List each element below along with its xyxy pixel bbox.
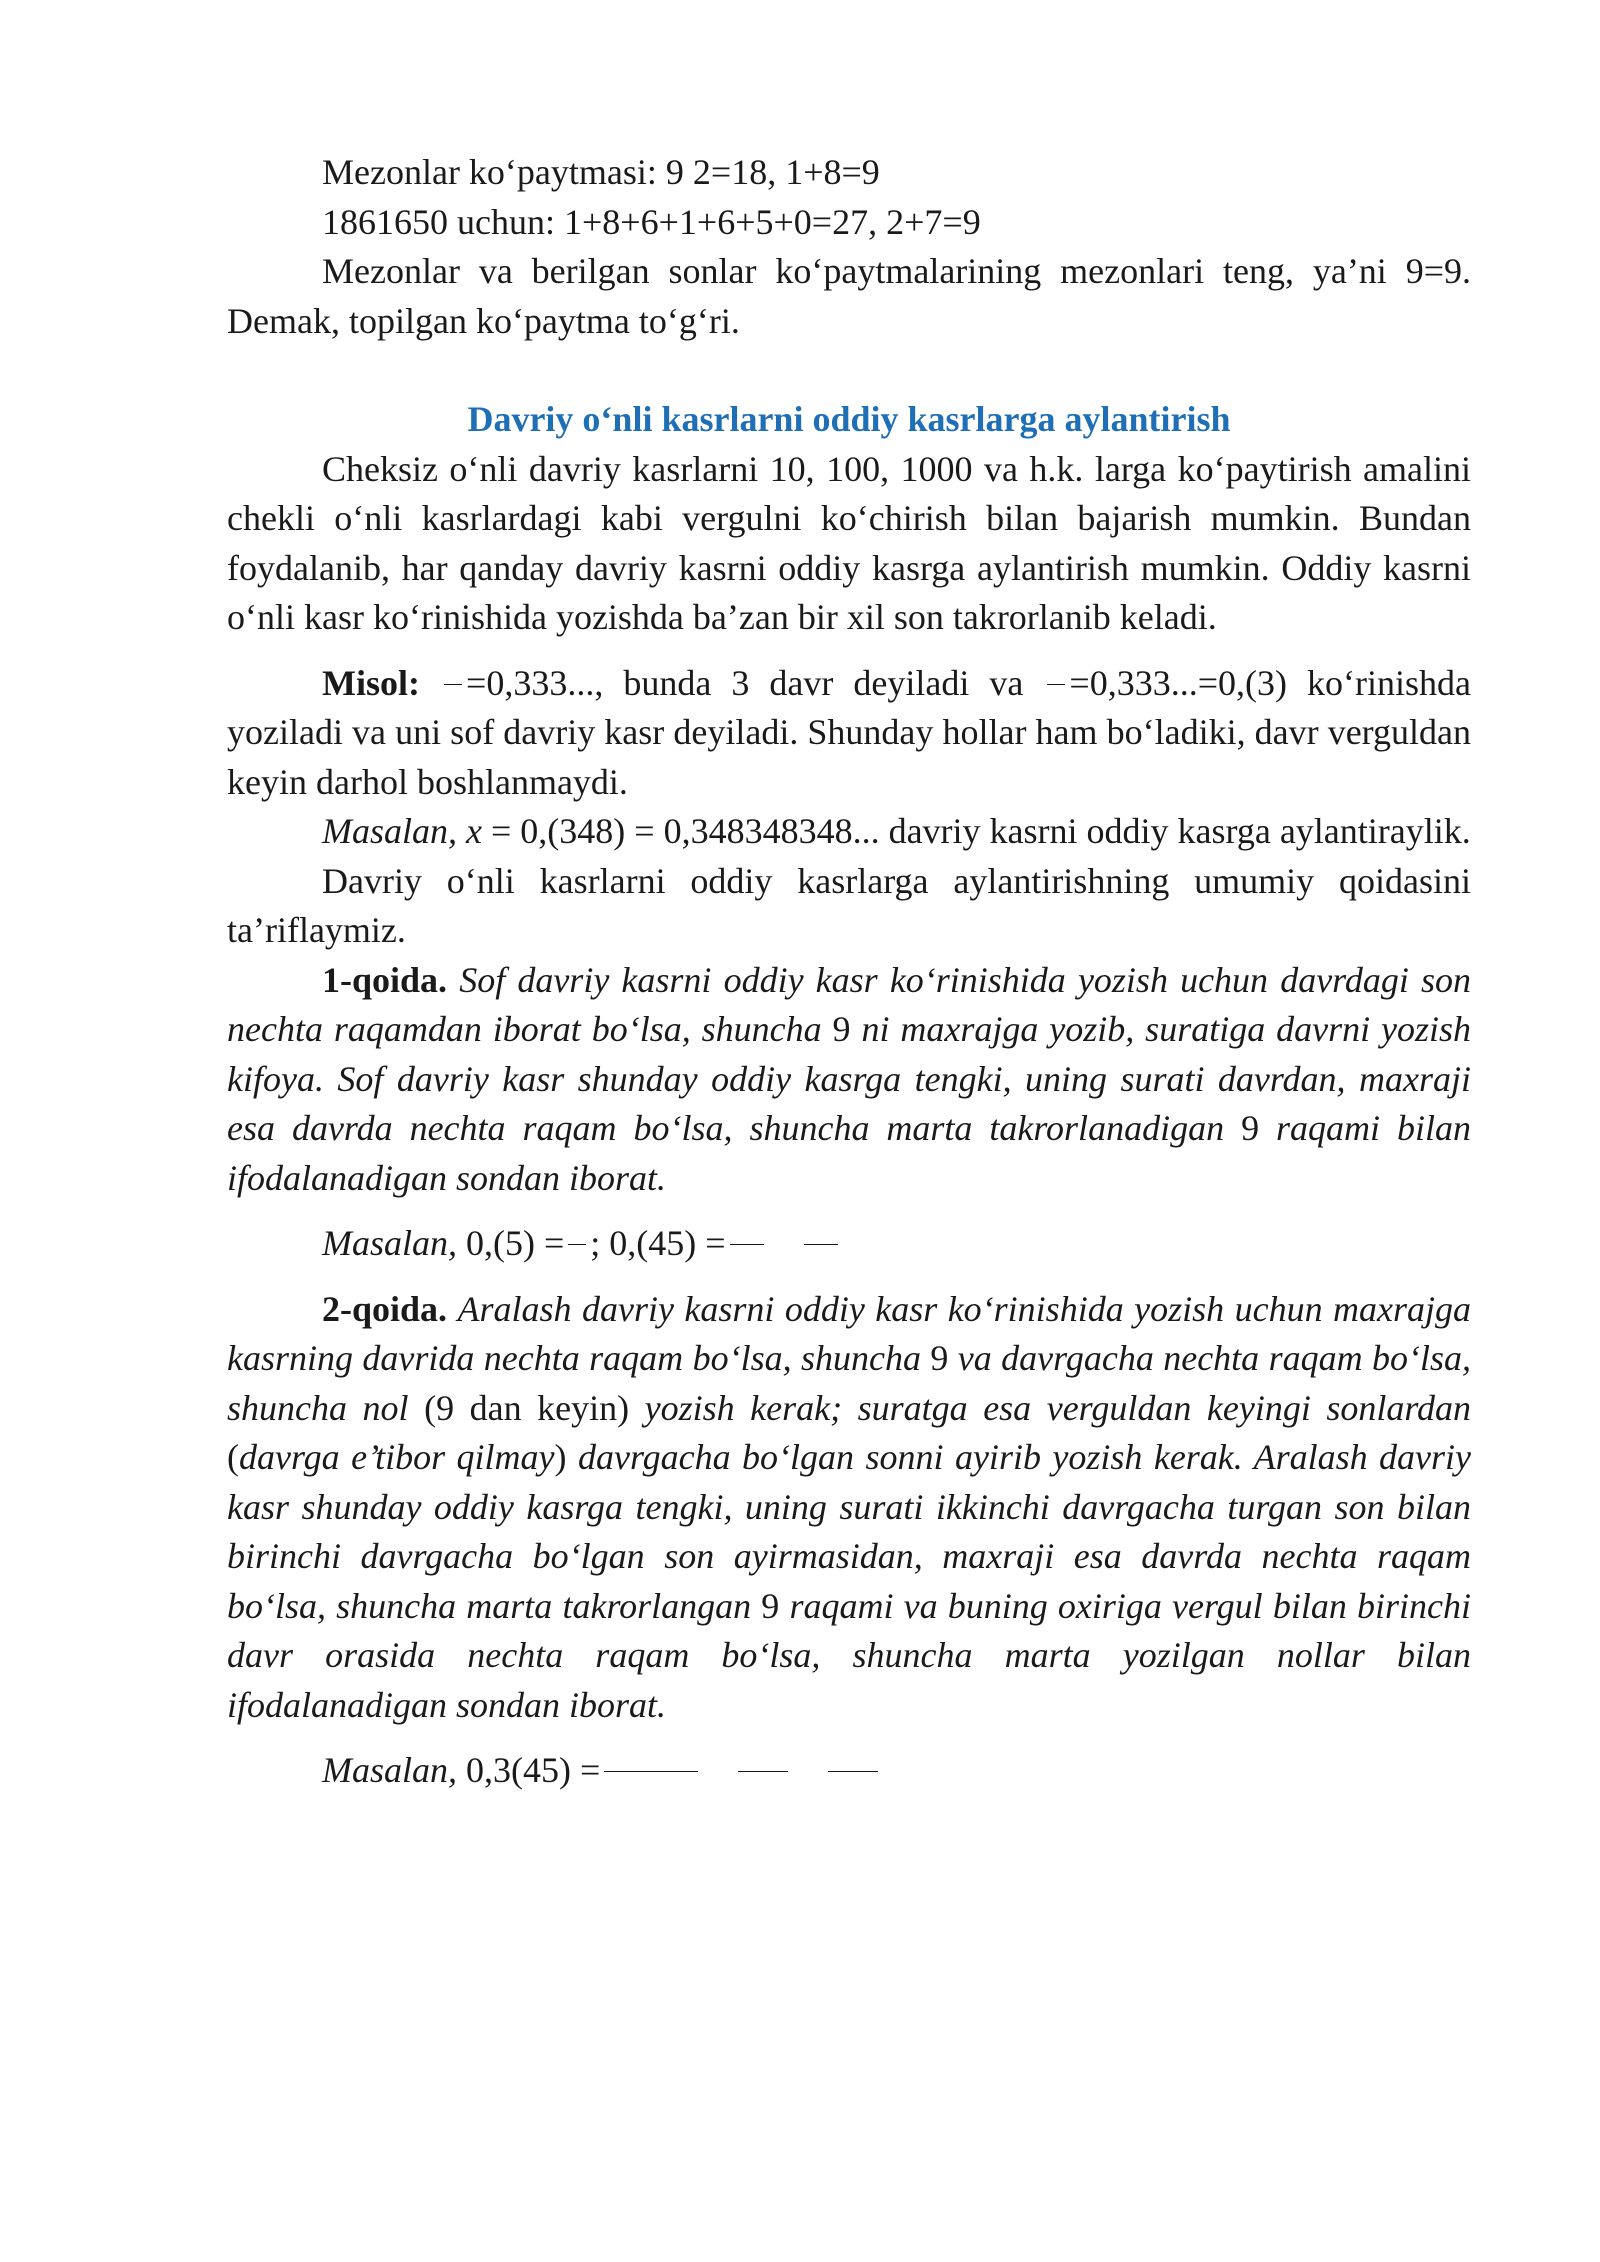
fraction-placeholder [738,1771,788,1772]
misol-label: Misol: [322,662,420,703]
variable-x: x [466,811,482,851]
rule-2-example: Masalan, 0,3(45) = [227,1746,1471,1796]
fraction-placeholder [804,1244,838,1245]
fraction-placeholder [730,1244,764,1245]
rule-1-paragraph: 1-qoida. Sof davriy kasrni oddiy kasr ko‘rinishida yozish uchun davrdagi son nechta raqamdan iborat bo‘lsa, shuncha 9 ni maxrajga yozib, suratiga davrni yozish kifoya. Sof davriy kasr shunday oddiy kasrga tengki, uning surati davrdan, maxraji esa davrda nechta raqam bo‘lsa, shuncha marta takrorlanadigan 9 raqami bilan ifodalanadigan sondan iborat. [227,959,1472,1198]
fraction-placeholder [568,1244,586,1245]
criteria-product-line: Mezonlar ko‘paytmasi: 9 2=18, 1+8=9 [322,152,880,192]
intro-paragraph: Cheksiz o‘nli davriy kasrlarni 10, 100, 1000 va h.k. larga ko‘paytirish amalini chekli o‘nli kasrlardagi kabi vergulni ko‘chirish bilan bajarish mumkin. Bundan foydalanib, har qanday davriy kasrni oddiy kasrga aylantirish mumkin. Oddiy kasrni o‘nli kasr ko‘rinishida yozishda ba’zan bir xil son takrorlanib keladi. [227,448,1471,637]
fraction-placeholder [604,1771,698,1772]
fraction-placeholder [828,1771,878,1772]
criteria-check-line: 1861650 uchun: 1+8+6+1+6+5+0=27, 2+7=9 [322,201,981,242]
rule-2-paragraph: 2-qoida. Aralash davriy kasrni oddiy kasr ko‘rinishida yozish uchun maxrajga kasrning davrida nechta raqam bo‘lsa, shuncha 9 va davrgacha nechta raqam bo‘lsa, shuncha nol (9 dan keyin) yozish kerak; suratga esa verguldan keyingi sonlardan (davrga e’tibor qilmay) davrgacha bo‘lgan sonni ayirib yozish kerak. Aralash davriy kasr shunday oddiy kasrga tengki, uning surati ikkinchi davrgacha turgan son bilan birinchi davrgacha bo‘lgan son ayirmasidan, maxraji esa davrda nechta raqam bo‘lsa, shuncha marta takrorlangan 9 raqami va buning oxiriga vergul bilan birinchi davr orasida nechta raqam bo‘lsa, shuncha marta yozilgan nollar bilan ifodalanadigan sondan iborat. [227,1288,1472,1725]
fraction-placeholder [444,684,462,685]
rule-1-example: Masalan, 0,(5) = ; 0,(45) = [227,1219,1471,1269]
document-page [227,148,1471,1796]
masalan-label: Masalan, [322,1750,457,1790]
fraction-placeholder [1047,684,1065,685]
rule-1-label: 1-qoida. [322,959,448,1000]
rules-intro-paragraph: Davriy o‘nli kasrlarni oddiy kasrlarga aylantirishning umumiy qoidasini ta’riflaymiz. [227,860,1471,950]
criteria-conclusion-paragraph: Mezonlar va berilgan sonlar ko‘paytmalarining mezonlari teng, ya’ni 9=9. Demak, topilgan ko‘paytma to‘g‘ri. [227,251,1471,341]
masalan-paragraph: Masalan, x = 0,(348) = 0,348348348... davriy kasrni oddiy kasrga aylantiraylik. [322,811,1471,851]
masalan-label: Masalan, [322,1223,457,1263]
rule-2-label: 2-qoida. [322,1288,448,1329]
masalan-label: Masalan, [322,811,457,851]
section-heading: Davriy o‘nli kasrlarni oddiy kasrlarga aylantirish [467,399,1231,439]
example-paragraph: Misol: =0,333..., bunda 3 davr deyiladi va =0,333...=0,(3) ko‘rinishda yoziladi va uni sof davriy kasr deyiladi. Shunday hollar ham bo‘ladiki, davr verguldan keyin darhol boshlanmaydi. [227,662,1471,802]
